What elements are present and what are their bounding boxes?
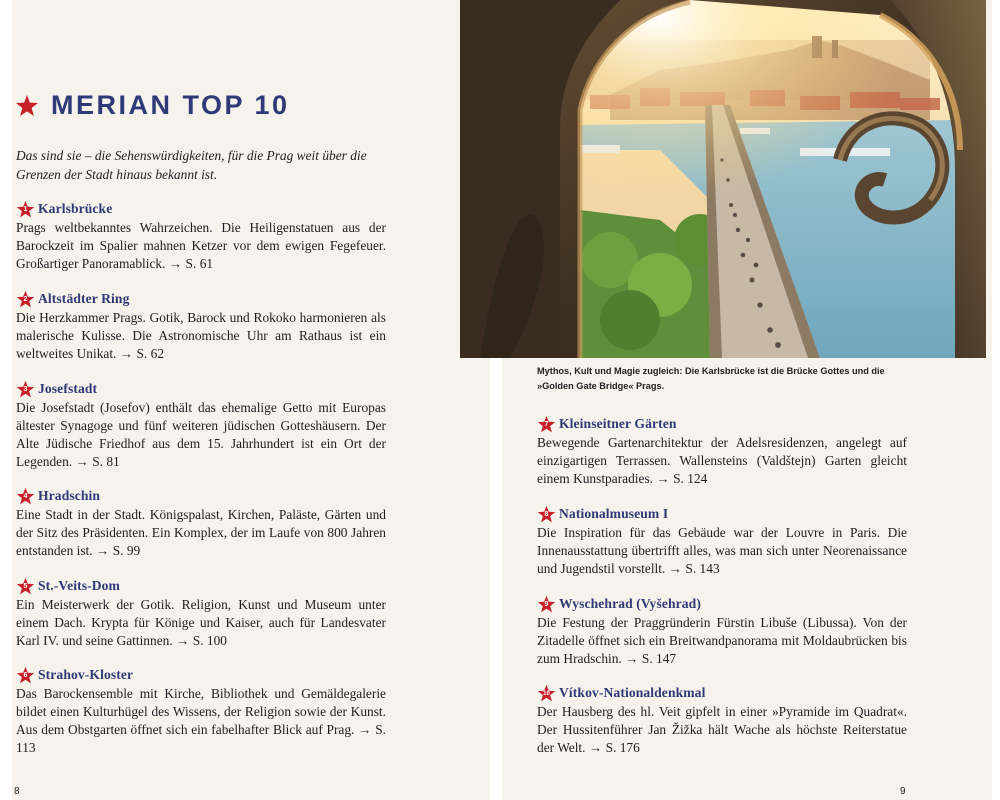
entry-text: Bewegende Gartenarchitektur der Adelsresidenzen, angelegt auf einzigartigen Terrassen. Wallensteins (Valdštejn) Garten gleicht einem Kunstparadies. → S. 124 [537,435,907,486]
entry-1 [16,199,386,273]
entry-3 [16,379,386,471]
entry-title: St.-Veits-Dom [38,578,120,593]
numbered-star-icon: 8 [537,505,556,524]
numbered-star-icon: 9 [537,595,556,614]
entry-10 [537,683,907,757]
entry-5 [16,576,386,650]
numbered-star-icon: 5 [16,577,35,596]
entry-text: Die Herzkammer Prags. Gotik, Barock und Rokoko harmonieren als malerische Kulisse. Die Astronomische Uhr am Rathaus ist ein weltweites Unikat. → S. 62 [16,310,386,361]
entry-8 [537,504,907,578]
numbered-star-icon: 2 [16,290,35,309]
entry-title: Altstädter Ring [38,291,130,306]
charles-bridge-illustration [460,0,986,358]
entry-text: Die Festung der Praggründerin Fürstin Libuše (Libussa). Von der Zitadelle öffnet sich ein Breitwandpanorama mit Moldaubrücken bis zum Hradschin. → S. 147 [537,615,907,666]
entry-text: Der Hausberg des hl. Veit gipfelt in einer »Pyramide im Quadrat«. Der Hussitenführer Jan Žižka hält Wache als höchste Reiterstatue der Welt. → S. 176 [537,704,907,755]
entry-title: Hradschin [38,488,101,503]
entry-4 [16,486,386,560]
photo-charles-bridge [460,0,986,358]
entry-text: Das Barockensemble mit Kirche, Bibliothek und Gemäldegalerie bildet einen Kulturhügel des Wissens, der Religion sowie der Kunst. Aus dem Obstgarten öffnet sich ein fabelhafter Blick auf Prag. → S. 113 [16,686,386,755]
entry-title: Strahov-Kloster [38,667,134,682]
entry-2 [16,289,386,363]
entry-title: Karlsbrücke [38,201,113,216]
entry-text: Die Josefstadt (Josefov) enthält das ehemalige Getto mit Europas ältester Synagoge und fünf weiteren jüdischen Gotteshäusern. Der Alte Jüdische Friedhof aus dem 15. Jahrhundert ist ein Ort der Legenden. → S. 81 [16,400,386,469]
entry-title: Nationalmuseum I [559,506,669,521]
entry-7 [537,414,907,488]
numbered-star-icon: 4 [16,487,35,506]
photo-caption: Mythos, Kult und Magie zugleich: Die Karlsbrücke ist die Brücke Gottes und die »Golden Gate Bridge« Prags. [537,366,885,391]
entry-6 [16,665,386,757]
numbered-star-icon: 1 [16,200,35,219]
page-number-right: 9 [900,786,906,797]
numbered-star-icon: 3 [16,380,35,399]
entry-9 [537,594,907,668]
entry-title: Kleinseitner Gärten [559,416,677,431]
entry-text: Die Inspiration für das Gebäude war der Louvre in Paris. Die Innenausstattung übertrifft alles, was man sich unter Neorenaissance und Jugendstil vorstellt. → S. 143 [537,525,907,576]
numbered-star-icon: 10 [537,684,556,703]
page-number-left: 8 [14,786,20,797]
entry-text: Ein Meisterwerk der Gotik. Religion, Kunst und Museum unter einem Dach. Krypta für Könige und Kaiser, auch für Landesvater Karl IV. und seine Gattinnen. → S. 100 [16,597,386,648]
numbered-star-icon: 7 [537,415,556,434]
star-icon [15,94,39,118]
entry-title: Wyschehrad (Vyšehrad) [559,596,701,611]
entry-title: Josefstadt [38,381,98,396]
entry-text: Prags weltbekanntes Wahrzeichen. Die Heiligenstatuen aus der Barockzeit im Spalier mahnen Ketzer vor dem ewigen Fegefeuer. Großartiger Panoramablick. → S. 61 [16,220,386,271]
entry-text: Eine Stadt in der Stadt. Königspalast, Kirchen, Paläste, Gärten und der Sitz des Präsidenten. Ein Komplex, der im Laufe von 800 Jahren entstanden ist. → S. 99 [16,507,386,558]
numbered-star-icon: 6 [16,666,35,685]
entry-title: Vítkov-Nationaldenkmal [559,685,706,700]
section-title: MERIAN TOP 10 [51,90,290,120]
intro-text: Das sind sie – die Sehenswürdigkeiten, für die Prag weit über die Grenzen der Stadt hinaus bekannt ist. [16,148,367,182]
section-heading [15,90,290,121]
